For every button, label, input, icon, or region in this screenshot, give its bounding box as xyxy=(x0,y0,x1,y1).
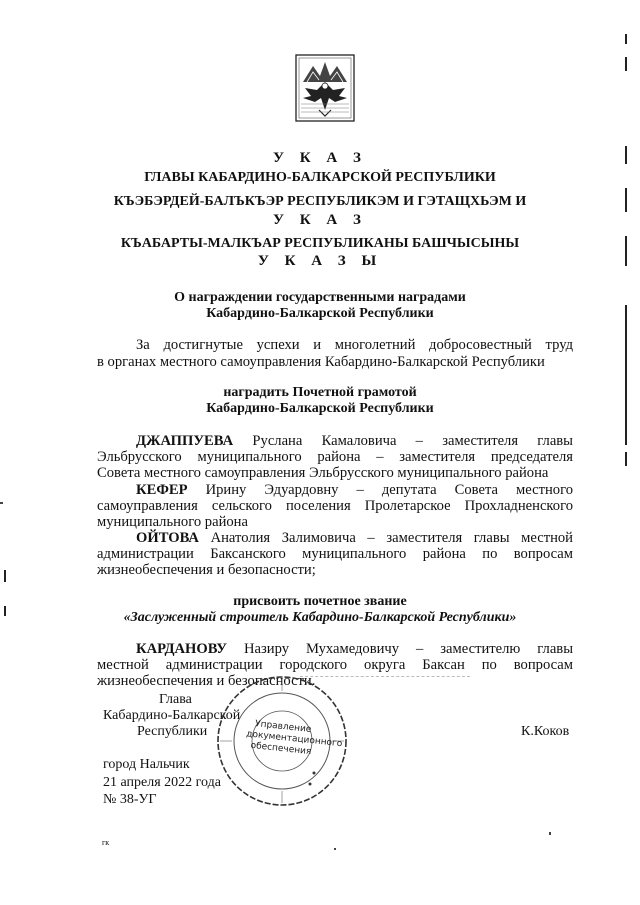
stamp-center-text: Управление документационного обеспечения xyxy=(245,719,343,758)
signature-title-line-3: Республики xyxy=(137,724,208,739)
scan-margin-mark xyxy=(625,34,627,44)
award-1-line-1: наградить Почетной грамотой xyxy=(223,385,417,400)
scan-margin-mark xyxy=(625,57,627,71)
award-1-line-2: Кабардино-Балкарской Республики xyxy=(206,401,434,416)
person-2-details: Ирину Эдуардовну – депутата Совета местного xyxy=(205,482,573,498)
scan-speck xyxy=(0,502,3,504)
scan-speck xyxy=(334,848,336,850)
signature-title-line-2: Кабардино-Балкарской xyxy=(103,708,241,723)
coat-of-arms-emblem xyxy=(293,52,357,124)
person-2-line-1 xyxy=(136,482,573,499)
scan-margin-mark xyxy=(625,188,627,212)
decree-title-kabardian: У К А З xyxy=(273,212,367,228)
scan-margin-mark xyxy=(4,606,6,616)
person-4-surname: КАРДАНОВУ xyxy=(136,641,228,657)
person-3-surname: ОЙТОВА xyxy=(136,530,199,546)
preamble-line-1: За достигнутые успехи и многолетний добросовестный труд xyxy=(136,337,573,353)
scan-margin-mark xyxy=(625,146,627,164)
scan-margin-mark xyxy=(625,236,627,266)
decree-title-balkar: У К А З Ы xyxy=(257,253,383,269)
decree-number: № 38-УГ xyxy=(103,792,157,807)
decree-subject-line-1: О награждении государственными наградами xyxy=(174,290,466,305)
person-3-line-2: администрации Баксанского муниципального района по вопросам xyxy=(97,546,573,562)
person-1-line-1 xyxy=(136,433,573,450)
signatory-name: К.Коков xyxy=(521,724,570,739)
person-4-line-1 xyxy=(136,641,573,658)
signature-title-line-1: Глава xyxy=(159,692,192,707)
person-1-details: Руслана Камаловича – заместителя главы xyxy=(252,433,573,449)
award-2-line-2: «Заслуженный строитель Кабардино-Балкарской Республики» xyxy=(123,610,517,625)
decree-issuer-balkar: КЪАБАРТЫ-МАЛКЪАР РЕСПУБЛИКАНЫ БАШЧЫСЫНЫ xyxy=(120,236,520,251)
person-4-details: Назиру Мухамедовичу – заместителю главы xyxy=(244,641,573,657)
scan-margin-mark xyxy=(625,305,627,445)
decree-subject-line-2: Кабардино-Балкарской Республики xyxy=(206,306,434,321)
person-3-line-3: жизнеобеспечения и безопасности; xyxy=(97,562,316,578)
scan-margin-mark xyxy=(4,570,6,582)
scan-speck xyxy=(549,832,551,835)
award-2-line-1: присвоить почетное звание xyxy=(233,594,407,609)
person-3-line-1 xyxy=(136,530,573,547)
person-1-surname: ДЖАППУЕВА xyxy=(136,433,234,449)
issue-date: 21 апреля 2022 года xyxy=(103,775,221,790)
decree-issuer-kabardian: КЪЭБЭРДЕЙ-БАЛЪКЪЭР РЕСПУБЛИКЭМ И ГЭТАЩХЬЭМ И xyxy=(113,194,527,209)
preamble-line-2: в органах местного самоуправления Кабардино-Балкарской Республики xyxy=(97,354,545,370)
person-2-line-3: муниципального района xyxy=(97,514,248,530)
person-2-line-2: самоуправления сельского поселения Пролетарское Прохладненского xyxy=(97,498,573,514)
document-code: гк xyxy=(102,838,110,847)
person-3-details: Анатолия Залимовича – заместителя главы местной xyxy=(210,530,573,546)
person-1-line-2: Эльбрусского муниципального района – заместителя председателя xyxy=(97,449,573,465)
person-2-surname: КЕФЕР xyxy=(136,482,188,498)
scan-margin-mark xyxy=(625,452,627,466)
decree-title-russian: У К А З xyxy=(273,150,367,166)
person-1-line-3: Совета местного самоуправления Эльбрусского муниципального района xyxy=(97,465,549,481)
decree-issuer-russian: ГЛАВЫ КАБАРДИНО-БАЛКАРСКОЙ РЕСПУБЛИКИ xyxy=(144,170,496,185)
issue-place: город Нальчик xyxy=(103,757,190,772)
person-4-line-3: жизнеобеспечения и безопасности. xyxy=(97,673,316,689)
person-4-line-2: местной администрации городского округа Баксан по вопросам xyxy=(97,657,573,673)
